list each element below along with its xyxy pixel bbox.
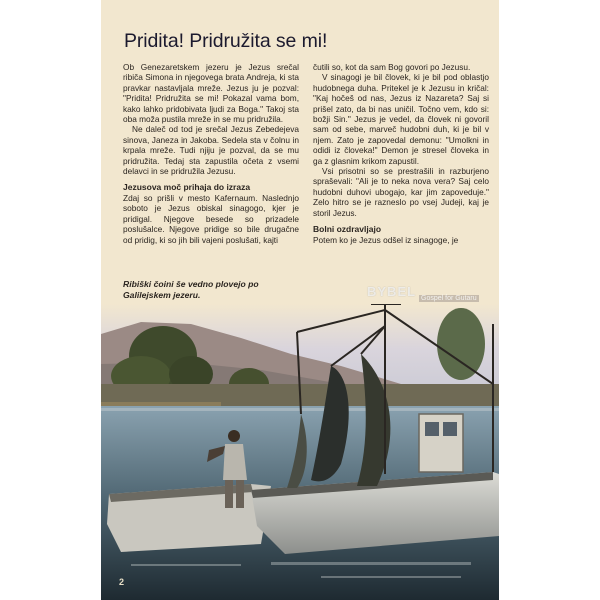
watermark-brand: BYBEL <box>367 284 417 299</box>
section-heading: Jezusova moč prihaja do izraza <box>123 182 251 193</box>
paragraph: čutili so, kot da sam Bog govori po Jezusu. <box>313 62 471 72</box>
page-title: Pridita! Pridružita se mi! <box>124 30 328 52</box>
book-page <box>101 0 499 600</box>
fishing-boat-photo <box>101 304 499 600</box>
paragraph: Potem ko je Jezus odšel iz sinagoge, je <box>313 234 459 245</box>
page-number: 2 <box>119 577 125 587</box>
paragraph: Vsi prisotni so se prestrašili in razburjeno spraševali: "Ali je to neka nova vera? Saj celo hudobni duhovi ubogajo, kar jim zapoveduje." Zelo hitro se je raznеslo po vsej Judeji, kaj je storil Jezus. <box>313 166 489 218</box>
right-column <box>313 62 489 245</box>
left-column <box>123 62 299 245</box>
paragraph: Ob Genezaretskem jezeru je Jezus srečal ribiča Simona in njegovega brata Andreja, ki sta pravkar nastavljala mreže. Jezus ju je pozval: "Pridita! Pridružita se mi! Pokazal vama bom, kako lahko pridobivata ljudi za Boga." Takoj sta oba možа pustila mreže in se mu pridružila. <box>123 62 299 125</box>
paragraph: Zdaj so prišli v mesto Kafernaum. Naslednjo soboto je Jezus obiskal sinagogo, kjer je pridigal. Njegove besede so prizadele poslušalce. Njegove pridige so bile drugačne od pridig, ki so jih bili vajeni poslušati, kajti <box>123 192 299 245</box>
watermark-tagline: Gospel for Gutaru <box>421 295 477 302</box>
photo-caption: Ribiški čoini še vedno plovejo po Galilejskem jezeru. <box>123 279 259 300</box>
paragraph: V sinagogi je bil človek, ki je bil pod oblastjo hudobnega duha. Pritekel je k Jezusu in kričal: "Kaj hočeš od nas, Jezus iz Nazareta? Saj si prišel zato, da bi nas uničil. Točno vem, kdo si: božji Sin." Jezus je vedel, da človek ni govoril sam od sebe, marveč hudobni duh, ki je bil v njem. Zato je zapovedal demonu: "Umolkni in odidi iz človeka!" Demon je stresel človeka in ga z glasnim krikom zapustil. <box>313 72 489 166</box>
paragraph: Ne daleč od tod je srečal Jezus Zebedejeva sinova, Janeza in Jakoba. Sedela sta v čolnu in krpala mreže. Tudi njiju je pozval, da se mu pridružita. Tedaj sta zapustila očeta z vsemi delavci in se pridružila Jezusu. <box>123 124 299 177</box>
section-heading: Bolni ozdravljajo <box>313 224 382 235</box>
